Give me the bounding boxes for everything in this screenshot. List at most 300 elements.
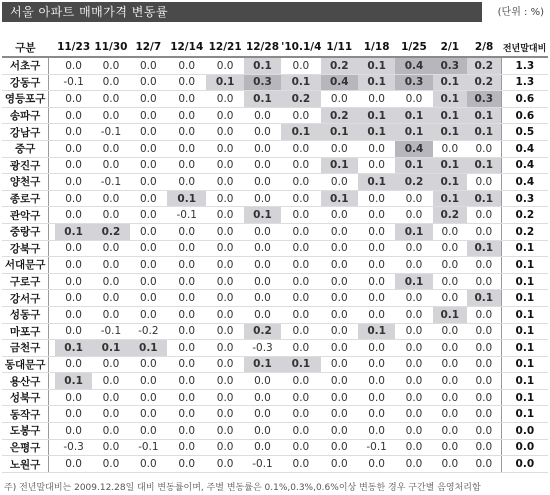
weekly-change-cell: 0.0 [206, 190, 243, 207]
weekly-change-cell: 0.1 [395, 107, 432, 124]
unit-label: (단위 : %) [497, 7, 544, 18]
header-week: 12/28 [244, 38, 281, 57]
weekly-change-cell: 0.0 [281, 240, 320, 257]
weekly-change-cell: 0.0 [167, 124, 206, 141]
table-row [2, 456, 548, 473]
weekly-change-cell: 0.1 [206, 74, 243, 91]
weekly-change-cell: 0.0 [395, 373, 432, 390]
district-name: 동대문구 [2, 356, 49, 373]
weekly-change-cell: 0.0 [92, 207, 129, 224]
weekly-change-cell: 0.0 [167, 91, 206, 108]
weekly-change-cell: 0.0 [433, 257, 467, 274]
weekly-change-cell: 0.0 [167, 223, 206, 240]
weekly-change-cell: 0.1 [395, 157, 432, 174]
weekly-change-cell: 0.0 [92, 273, 129, 290]
table-row [2, 223, 548, 240]
weekly-change-cell: 0.1 [358, 323, 395, 340]
weekly-change-cell: 0.0 [467, 406, 501, 423]
weekly-change-cell: 0.1 [433, 157, 467, 174]
district-name: 서대문구 [2, 257, 49, 274]
weekly-change-cell: 0.0 [206, 124, 243, 141]
weekly-change-cell: 0.0 [358, 140, 395, 157]
weekly-change-cell: 0.0 [244, 240, 281, 257]
weekly-change-cell: 0.1 [467, 190, 501, 207]
table-row [2, 107, 548, 124]
weekly-change-cell: 0.0 [358, 306, 395, 323]
weekly-change-cell: 0.0 [167, 306, 206, 323]
ytd-change-cell: 0.1 [501, 290, 548, 307]
weekly-change-cell: 0.1 [130, 340, 167, 357]
weekly-change-cell: 0.0 [395, 439, 432, 456]
weekly-change-cell: 0.0 [130, 174, 167, 191]
weekly-change-cell: 0.0 [130, 456, 167, 473]
header-week: '10.1/4 [281, 38, 320, 57]
weekly-change-cell: 0.0 [321, 140, 358, 157]
table-row [2, 356, 548, 373]
weekly-change-cell: 0.0 [167, 257, 206, 274]
ytd-change-cell: 0.1 [501, 340, 548, 357]
weekly-change-cell: 0.0 [167, 174, 206, 191]
header-week: 11/30 [92, 38, 129, 57]
weekly-change-cell: -0.3 [244, 340, 281, 357]
district-name: 성북구 [2, 389, 49, 406]
weekly-change-cell: 0.0 [55, 257, 92, 274]
weekly-change-cell: 0.0 [130, 290, 167, 307]
ytd-change-cell: 0.4 [501, 140, 548, 157]
weekly-change-cell: 0.0 [281, 456, 320, 473]
ytd-change-cell: 0.4 [501, 174, 548, 191]
weekly-change-cell: 0.0 [130, 140, 167, 157]
weekly-change-cell: 0.0 [467, 456, 501, 473]
weekly-change-cell: 0.0 [206, 240, 243, 257]
weekly-change-cell: 0.0 [55, 240, 92, 257]
weekly-change-cell: 0.1 [433, 306, 467, 323]
weekly-change-cell: 0.0 [130, 356, 167, 373]
header-week: 2/8 [467, 38, 501, 57]
weekly-change-cell: 0.0 [244, 290, 281, 307]
weekly-change-cell: 0.0 [167, 423, 206, 440]
weekly-change-cell: 0.0 [467, 174, 501, 191]
weekly-change-cell: 0.0 [244, 174, 281, 191]
weekly-change-cell: 0.0 [321, 323, 358, 340]
district-name: 관악구 [2, 207, 49, 224]
weekly-change-cell: 0.0 [206, 406, 243, 423]
weekly-change-cell: 0.0 [167, 439, 206, 456]
weekly-change-cell: 0.0 [130, 190, 167, 207]
ytd-change-cell: 0.0 [501, 439, 548, 456]
weekly-change-cell: 0.0 [92, 140, 129, 157]
table-header [2, 38, 548, 57]
weekly-change-cell: 0.0 [55, 207, 92, 224]
weekly-change-cell: 0.0 [92, 439, 129, 456]
weekly-change-cell: 0.0 [358, 257, 395, 274]
ytd-change-cell: 1.3 [501, 74, 548, 91]
weekly-change-cell: 0.0 [130, 57, 167, 74]
weekly-change-cell: 0.0 [321, 406, 358, 423]
weekly-change-cell: 0.0 [358, 340, 395, 357]
weekly-change-cell: 0.0 [433, 356, 467, 373]
weekly-change-cell: 0.0 [130, 124, 167, 141]
weekly-change-cell: 0.1 [358, 124, 395, 141]
weekly-change-cell: 0.0 [92, 406, 129, 423]
weekly-change-cell: 0.0 [167, 406, 206, 423]
weekly-change-cell: 0.0 [206, 140, 243, 157]
weekly-change-cell: 0.4 [321, 74, 358, 91]
weekly-change-cell: 0.0 [358, 356, 395, 373]
weekly-change-cell: 0.1 [433, 124, 467, 141]
table-title: 서울 아파트 매매가격 변동률 [2, 2, 482, 22]
header-week: 12/7 [130, 38, 167, 57]
weekly-change-cell: 0.0 [358, 290, 395, 307]
ytd-change-cell: 1.3 [501, 57, 548, 74]
weekly-change-cell: -0.1 [358, 439, 395, 456]
weekly-change-cell: 0.0 [358, 190, 395, 207]
table-row [2, 290, 548, 307]
district-name: 광진구 [2, 157, 49, 174]
table-row [2, 340, 548, 357]
weekly-change-cell: 0.1 [281, 124, 320, 141]
district-name: 송파구 [2, 107, 49, 124]
weekly-change-cell: 0.0 [92, 240, 129, 257]
weekly-change-cell: 0.1 [281, 74, 320, 91]
header-week: 1/11 [321, 38, 358, 57]
weekly-change-cell: 0.0 [244, 439, 281, 456]
weekly-change-cell: 0.0 [55, 57, 92, 74]
weekly-change-cell: 0.1 [395, 124, 432, 141]
weekly-change-cell: 0.0 [321, 306, 358, 323]
weekly-change-cell: 0.0 [281, 340, 320, 357]
weekly-change-cell: 0.0 [206, 439, 243, 456]
weekly-change-cell: 0.1 [55, 373, 92, 390]
header-ytd: 전년말대비 [501, 38, 548, 57]
weekly-change-cell: 0.0 [433, 223, 467, 240]
weekly-change-cell: 0.2 [395, 174, 432, 191]
weekly-change-cell: 0.0 [281, 190, 320, 207]
weekly-change-cell: 0.2 [433, 207, 467, 224]
weekly-change-cell: 0.1 [433, 174, 467, 191]
weekly-change-cell: 0.1 [467, 124, 501, 141]
table-row [2, 306, 548, 323]
district-name: 종로구 [2, 190, 49, 207]
weekly-change-cell: 0.0 [281, 290, 320, 307]
weekly-change-cell: 0.0 [433, 273, 467, 290]
weekly-change-cell: 0.1 [244, 356, 281, 373]
weekly-change-cell: 0.0 [467, 273, 501, 290]
weekly-change-cell: 0.0 [92, 389, 129, 406]
weekly-change-cell: 0.0 [321, 389, 358, 406]
district-name: 강북구 [2, 240, 49, 257]
weekly-change-cell: 0.0 [55, 157, 92, 174]
ytd-change-cell: 0.1 [501, 273, 548, 290]
weekly-change-cell: 0.0 [467, 223, 501, 240]
weekly-change-cell: 0.0 [395, 340, 432, 357]
weekly-change-cell: 0.0 [167, 107, 206, 124]
weekly-change-cell: 0.0 [167, 140, 206, 157]
weekly-change-cell: 0.0 [206, 306, 243, 323]
weekly-change-cell: 0.0 [130, 389, 167, 406]
weekly-change-cell: 0.0 [206, 174, 243, 191]
weekly-change-cell: 0.0 [358, 423, 395, 440]
weekly-change-cell: 0.0 [244, 389, 281, 406]
weekly-change-cell: 0.0 [55, 273, 92, 290]
ytd-change-cell: 0.0 [501, 423, 548, 440]
ytd-change-cell: 0.4 [501, 157, 548, 174]
weekly-change-cell: -0.3 [55, 439, 92, 456]
weekly-change-cell: 0.3 [244, 74, 281, 91]
weekly-change-cell: 0.1 [281, 356, 320, 373]
weekly-change-cell: 0.0 [130, 257, 167, 274]
weekly-change-cell: 0.0 [167, 57, 206, 74]
weekly-change-cell: 0.0 [130, 223, 167, 240]
weekly-change-cell: 0.0 [467, 423, 501, 440]
district-name: 금천구 [2, 340, 49, 357]
weekly-change-cell: 0.0 [321, 373, 358, 390]
weekly-change-cell: 0.0 [55, 174, 92, 191]
weekly-change-cell: 0.0 [244, 124, 281, 141]
weekly-change-cell: 0.0 [281, 57, 320, 74]
table-body [2, 57, 548, 472]
weekly-change-cell: 0.0 [206, 340, 243, 357]
weekly-change-cell: 0.0 [433, 439, 467, 456]
table-row [2, 240, 548, 257]
table-row [2, 257, 548, 274]
weekly-change-cell: 0.0 [92, 423, 129, 440]
district-name: 강남구 [2, 124, 49, 141]
weekly-change-cell: 0.0 [55, 190, 92, 207]
weekly-change-cell: 0.0 [395, 290, 432, 307]
weekly-change-cell: 0.0 [433, 373, 467, 390]
weekly-change-cell: 0.0 [433, 456, 467, 473]
weekly-change-cell: 0.0 [206, 157, 243, 174]
district-name: 양천구 [2, 174, 49, 191]
header-row [2, 38, 548, 57]
weekly-change-cell: 0.0 [281, 107, 320, 124]
weekly-change-cell: 0.0 [206, 356, 243, 373]
weekly-change-cell: 0.0 [281, 306, 320, 323]
weekly-change-cell: 0.0 [55, 124, 92, 141]
ytd-change-cell: 0.2 [501, 223, 548, 240]
weekly-change-cell: 0.0 [321, 290, 358, 307]
weekly-change-cell: 0.0 [281, 157, 320, 174]
weekly-change-cell: 0.0 [244, 223, 281, 240]
weekly-change-cell: 0.0 [92, 290, 129, 307]
weekly-change-cell: 0.1 [92, 340, 129, 357]
weekly-change-cell: 0.1 [467, 107, 501, 124]
weekly-change-cell: 0.3 [467, 91, 501, 108]
weekly-change-cell: 0.0 [358, 157, 395, 174]
weekly-change-cell: 0.0 [92, 373, 129, 390]
weekly-change-cell: 0.0 [358, 373, 395, 390]
weekly-change-cell: 0.0 [167, 240, 206, 257]
district-name: 중랑구 [2, 223, 49, 240]
weekly-change-cell: 0.1 [244, 207, 281, 224]
ytd-change-cell: 0.1 [501, 240, 548, 257]
header-week: 2/1 [433, 38, 467, 57]
weekly-change-cell: 0.0 [433, 389, 467, 406]
table-row [2, 273, 548, 290]
weekly-change-cell: -0.1 [92, 323, 129, 340]
weekly-change-cell: 0.0 [433, 340, 467, 357]
table-row [2, 406, 548, 423]
weekly-change-cell: -0.1 [130, 439, 167, 456]
weekly-change-cell: -0.1 [167, 207, 206, 224]
weekly-change-cell: 0.0 [130, 273, 167, 290]
district-name: 서초구 [2, 57, 49, 74]
weekly-change-cell: 0.4 [395, 140, 432, 157]
weekly-change-cell: 0.0 [358, 207, 395, 224]
weekly-change-cell: 0.0 [130, 91, 167, 108]
weekly-change-cell: 0.0 [130, 423, 167, 440]
weekly-change-cell: 0.0 [321, 356, 358, 373]
weekly-change-cell: 0.0 [206, 91, 243, 108]
weekly-change-cell: 0.0 [206, 423, 243, 440]
table-row [2, 91, 548, 108]
weekly-change-cell: 0.0 [321, 240, 358, 257]
weekly-change-cell: 0.0 [433, 290, 467, 307]
weekly-change-cell: 0.0 [244, 306, 281, 323]
weekly-change-cell: 0.0 [167, 290, 206, 307]
table-row [2, 207, 548, 224]
weekly-change-cell: -0.1 [244, 456, 281, 473]
weekly-change-cell: 0.2 [467, 74, 501, 91]
weekly-change-cell: 0.0 [358, 389, 395, 406]
weekly-change-cell: 0.1 [55, 340, 92, 357]
weekly-change-cell: 0.0 [433, 423, 467, 440]
weekly-change-cell: 0.0 [281, 223, 320, 240]
table-row [2, 157, 548, 174]
weekly-change-cell: 0.0 [55, 406, 92, 423]
weekly-change-cell: 0.0 [92, 306, 129, 323]
weekly-change-cell: 0.2 [92, 223, 129, 240]
table-row [2, 389, 548, 406]
weekly-change-cell: 0.0 [130, 74, 167, 91]
weekly-change-cell: 0.0 [130, 406, 167, 423]
ytd-change-cell: 0.1 [501, 257, 548, 274]
weekly-change-cell: 0.1 [395, 273, 432, 290]
table-row [2, 423, 548, 440]
weekly-change-cell: 0.1 [433, 91, 467, 108]
weekly-change-cell: 0.2 [467, 57, 501, 74]
weekly-change-cell: 0.0 [395, 389, 432, 406]
weekly-change-cell: 0.0 [467, 439, 501, 456]
weekly-change-cell: 0.1 [358, 174, 395, 191]
weekly-change-cell: 0.2 [281, 91, 320, 108]
weekly-change-cell: 0.1 [321, 157, 358, 174]
table-row [2, 323, 548, 340]
weekly-change-cell: 0.0 [358, 456, 395, 473]
weekly-change-cell: 0.1 [467, 290, 501, 307]
weekly-change-cell: 0.0 [358, 273, 395, 290]
weekly-change-cell: 0.0 [395, 257, 432, 274]
ytd-change-cell: 0.0 [501, 456, 548, 473]
weekly-change-cell: 0.0 [395, 323, 432, 340]
weekly-change-cell: 0.0 [281, 257, 320, 274]
weekly-change-cell: 0.0 [244, 140, 281, 157]
weekly-change-cell: 0.0 [55, 356, 92, 373]
table-row [2, 57, 548, 74]
table-row [2, 190, 548, 207]
weekly-change-cell: 0.0 [55, 423, 92, 440]
district-name: 도봉구 [2, 423, 49, 440]
weekly-change-cell: 0.0 [92, 74, 129, 91]
weekly-change-cell: -0.2 [130, 323, 167, 340]
district-name: 성동구 [2, 306, 49, 323]
ytd-change-cell: 0.1 [501, 323, 548, 340]
weekly-change-cell: 0.0 [321, 439, 358, 456]
weekly-change-cell: 0.0 [92, 356, 129, 373]
weekly-change-cell: 0.1 [167, 190, 206, 207]
weekly-change-cell: 0.0 [281, 373, 320, 390]
weekly-change-cell: 0.0 [206, 290, 243, 307]
weekly-change-cell: 0.0 [395, 456, 432, 473]
weekly-change-cell: 0.0 [433, 323, 467, 340]
weekly-change-cell: 0.0 [55, 290, 92, 307]
weekly-change-cell: 0.0 [321, 340, 358, 357]
weekly-change-cell: 0.0 [167, 340, 206, 357]
weekly-change-cell: 0.3 [433, 57, 467, 74]
weekly-change-cell: 0.1 [244, 57, 281, 74]
weekly-change-cell: 0.0 [467, 356, 501, 373]
weekly-change-cell: 0.0 [467, 373, 501, 390]
header-week: 1/25 [395, 38, 432, 57]
weekly-change-cell: 0.0 [55, 91, 92, 108]
weekly-change-cell: 0.0 [206, 107, 243, 124]
weekly-change-cell: 0.0 [55, 389, 92, 406]
weekly-change-cell: 0.2 [321, 57, 358, 74]
weekly-change-cell: 0.0 [467, 140, 501, 157]
ytd-change-cell: 0.1 [501, 373, 548, 390]
district-name: 구로구 [2, 273, 49, 290]
district-name: 동작구 [2, 406, 49, 423]
weekly-change-cell: 0.1 [395, 223, 432, 240]
weekly-change-cell: 0.0 [321, 273, 358, 290]
weekly-change-cell: 0.0 [167, 157, 206, 174]
weekly-change-cell: 0.0 [358, 406, 395, 423]
weekly-change-cell: 0.2 [244, 323, 281, 340]
header-week: 1/18 [358, 38, 395, 57]
district-name: 영등포구 [2, 91, 49, 108]
weekly-change-cell: 0.0 [206, 373, 243, 390]
weekly-change-cell: 0.0 [281, 174, 320, 191]
weekly-change-cell: 0.0 [92, 107, 129, 124]
ytd-change-cell: 0.6 [501, 91, 548, 108]
weekly-change-cell: 0.0 [130, 107, 167, 124]
district-name: 중구 [2, 140, 49, 157]
weekly-change-cell: 0.0 [92, 456, 129, 473]
ytd-change-cell: 0.1 [501, 389, 548, 406]
table-row [2, 373, 548, 390]
weekly-change-cell: 0.0 [321, 174, 358, 191]
weekly-change-cell: 0.0 [467, 389, 501, 406]
header-district: 구분 [2, 38, 49, 57]
weekly-change-cell: 0.3 [395, 74, 432, 91]
weekly-change-cell: 0.0 [167, 356, 206, 373]
weekly-change-cell: 0.0 [92, 57, 129, 74]
weekly-change-cell: 0.0 [281, 207, 320, 224]
weekly-change-cell: 0.0 [92, 157, 129, 174]
weekly-change-cell: 0.0 [467, 323, 501, 340]
weekly-change-cell: 0.0 [130, 373, 167, 390]
weekly-change-cell: 0.0 [321, 257, 358, 274]
weekly-change-cell: 0.0 [130, 207, 167, 224]
weekly-change-cell: 0.0 [92, 190, 129, 207]
weekly-change-cell: 0.0 [433, 140, 467, 157]
weekly-change-cell: 0.0 [167, 456, 206, 473]
weekly-change-cell: 0.0 [281, 439, 320, 456]
header-week: 12/21 [206, 38, 243, 57]
weekly-change-cell: 0.4 [395, 57, 432, 74]
weekly-change-cell: 0.1 [244, 91, 281, 108]
